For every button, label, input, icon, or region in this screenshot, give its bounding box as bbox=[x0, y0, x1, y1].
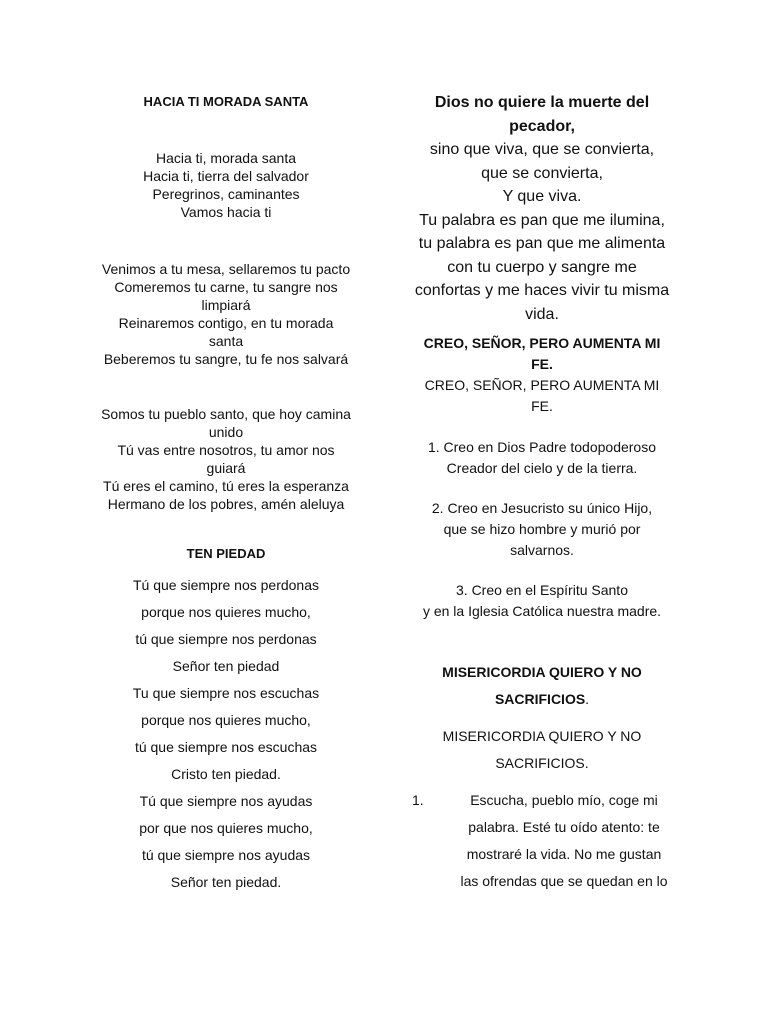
lyric-line: Cristo ten piedad. bbox=[171, 766, 281, 782]
title-period: . bbox=[585, 691, 590, 707]
lyric-line: Venimos a tu mesa, sellaremos tu pacto bbox=[101, 261, 351, 277]
lyric-line: que se hizo hombre y murió por bbox=[443, 521, 641, 537]
lyric-line: por que nos quieres mucho, bbox=[139, 820, 313, 836]
title-text: SACRIFICIOS bbox=[494, 691, 586, 707]
lyric-line: palabra. Esté tu oído atento: te bbox=[468, 819, 660, 835]
lyric-line: Hacia ti, morada santa bbox=[155, 150, 297, 166]
lyric-line: tú que siempre nos perdonas bbox=[135, 631, 317, 647]
lyric-line: Tú que siempre nos ayudas bbox=[139, 793, 313, 809]
lyric-line: Señor ten piedad bbox=[172, 658, 280, 674]
lyric-line: Beberemos tu sangre, tu fe nos salvará bbox=[103, 351, 349, 367]
lyric-line: salvarnos. bbox=[510, 542, 574, 558]
lyric-line: guiará bbox=[206, 460, 246, 476]
song-title-hacia-ti: HACIA TI MORADA SANTA bbox=[143, 94, 309, 109]
lyric-line: Hermano de los pobres, amén aleluya bbox=[107, 496, 345, 512]
lyric-line: Tu que siempre nos escuchas bbox=[132, 685, 320, 701]
stanza-hacia-ti-1 bbox=[86, 149, 366, 221]
lyric-line: Tú vas entre nosotros, tu amor nos bbox=[117, 442, 335, 458]
lyric-line: Señor ten piedad. bbox=[170, 874, 282, 890]
title-line: Dios no quiere la muerte del bbox=[434, 94, 650, 111]
lyric-line: Tú que siempre nos perdonas bbox=[133, 577, 319, 593]
stanza-hacia-ti-3 bbox=[86, 405, 366, 513]
lyric-line: CREO, SEÑOR, PERO AUMENTA MI bbox=[424, 377, 660, 393]
lyric-line: porque nos quieres mucho, bbox=[141, 712, 311, 728]
song-title-creo bbox=[402, 333, 682, 375]
lyric-line: 3. Creo en el Espíritu Santo bbox=[456, 582, 628, 598]
title-line: FE. bbox=[531, 356, 553, 372]
lyric-line: Creador del cielo y de la tierra. bbox=[446, 460, 638, 476]
refrain-creo bbox=[402, 375, 682, 417]
lyric-line: Vamos hacia ti bbox=[180, 204, 272, 220]
lyric-line: y en la Iglesia Católica nuestra madre. bbox=[422, 603, 662, 619]
lyric-line: unido bbox=[208, 424, 244, 440]
lyric-line: Somos tu pueblo santo, que hoy camina bbox=[101, 406, 351, 422]
lyric-line: santa bbox=[208, 333, 244, 349]
lyric-line: porque nos quieres mucho, bbox=[141, 604, 311, 620]
lyric-line: Reinaremos contigo, en tu morada bbox=[118, 315, 334, 331]
lyric-line: MISERICORDIA QUIERO Y NO bbox=[442, 728, 642, 744]
refrain-misericordia bbox=[402, 723, 682, 777]
lyric-line: Peregrinos, caminantes bbox=[152, 186, 300, 202]
lyric-line: 1. Creo en Dios Padre todopoderoso bbox=[427, 439, 657, 455]
verse-creo-3 bbox=[402, 580, 682, 622]
lyric-line: Hacia ti, tierra del salvador bbox=[143, 168, 309, 184]
lyric-line: las ofrendas que se quedan en lo bbox=[460, 873, 668, 889]
lyric-line: confortas y me haces vivir tu misma bbox=[414, 282, 670, 299]
stanza-dios-no-quiere bbox=[402, 138, 682, 326]
lyric-line: que se convierta, bbox=[481, 164, 603, 182]
lyric-line: Tu palabra es pan que me ilumina, bbox=[419, 211, 665, 229]
title-line: pecador, bbox=[509, 117, 575, 135]
verse-creo-2 bbox=[402, 498, 682, 561]
lyric-line: SACRIFICIOS. bbox=[495, 755, 589, 771]
stanza-ten-piedad bbox=[86, 572, 366, 896]
lyric-line: tu palabra es pan que me alimenta bbox=[418, 235, 666, 252]
title-line: MISERICORDIA QUIERO Y NO bbox=[442, 664, 642, 680]
verse-creo-1 bbox=[402, 437, 682, 479]
lyric-line: tú que siempre nos ayudas bbox=[141, 847, 311, 863]
lyric-line: Tú eres el camino, tú eres la esperanza bbox=[103, 478, 349, 494]
lyric-line: sino que viva, que se convierta, bbox=[429, 141, 655, 158]
song-title-ten-piedad: TEN PIEDAD bbox=[186, 546, 266, 561]
lyric-line: Escucha, pueblo mío, coge mi bbox=[470, 792, 658, 808]
title-line bbox=[402, 686, 682, 713]
list-item bbox=[412, 787, 692, 895]
song-title-misericordia bbox=[402, 659, 682, 713]
misericordia-verse-list bbox=[412, 787, 692, 895]
song-title-dios-no-quiere bbox=[402, 91, 682, 138]
lyric-line: 2. Creo en Jesucristo su único Hijo, bbox=[431, 500, 653, 516]
lyric-line: con tu cuerpo y sangre me bbox=[447, 258, 637, 276]
lyric-line: FE. bbox=[531, 398, 553, 414]
lyric-line: vida. bbox=[525, 305, 559, 323]
lyric-line: tú que siempre nos escuchas bbox=[134, 739, 318, 755]
lyric-line: Y que viva. bbox=[502, 188, 582, 205]
title-line: CREO, SEÑOR, PERO AUMENTA MI bbox=[423, 335, 661, 351]
lyric-line: mostraré la vida. No me gustan bbox=[466, 846, 662, 862]
lyric-line: Comeremos tu carne, tu sangre nos bbox=[114, 279, 338, 295]
list-item-number: 1. bbox=[412, 792, 424, 808]
stanza-hacia-ti-2 bbox=[86, 260, 366, 368]
lyric-line: limpiará bbox=[201, 297, 251, 313]
